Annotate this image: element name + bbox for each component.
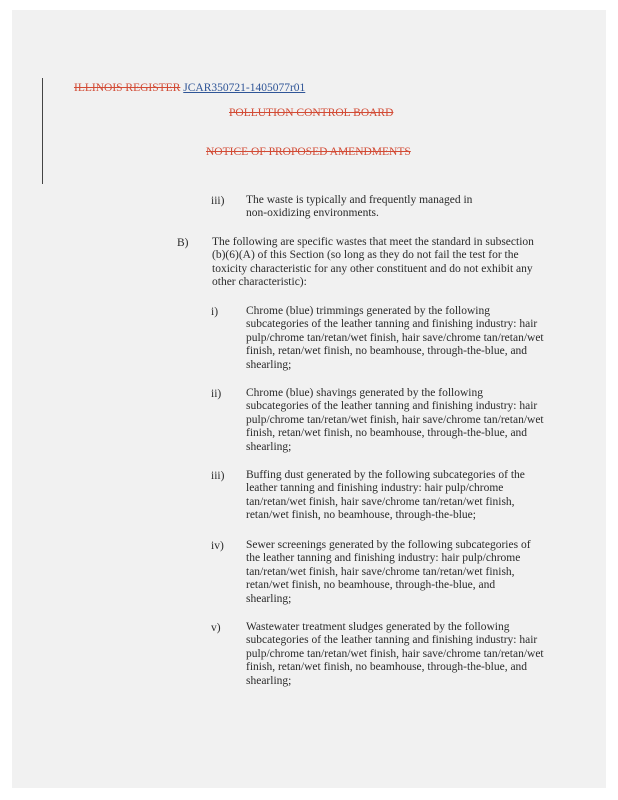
list-marker: i): [211, 306, 219, 318]
section-text: The following are specific wastes that meet the standard in subsection (b)(6)(A) of this Section (so long as they do not fail the test for the toxicity characteristic for any other constituent and do not exhibit any other characteristic):: [212, 236, 534, 289]
register-inserted-text: JCAR350721-1405077r01: [183, 82, 306, 94]
register-header: [74, 82, 305, 94]
document-page: [12, 10, 606, 788]
list-marker: ii): [211, 388, 222, 400]
list-item-text: Wastewater treatment sludges generated by the following subcategories of the leather tanning and finishing industry: hair pulp/chrome tan/retan/wet finish, hair save/chrome tan/retan/wet finish, retan/wet finish, no beamhouse, through-the-blue, and shearling;: [246, 621, 544, 687]
register-struck-text: ILLINOIS REGISTER: [74, 82, 181, 94]
list-item-text: Chrome (blue) shavings generated by the following subcategories of the leather tanning and finishing industry: hair pulp/chrome tan/retan/wet finish, hair save/chrome tan/retan/wet finish, retan/wet finish, no beamhouse, through-the-blue, and shearling;: [246, 387, 544, 453]
list-marker: iii): [211, 470, 225, 482]
revision-margin-bar: [42, 78, 43, 184]
section-marker: B): [177, 237, 189, 249]
board-header: POLLUTION CONTROL BOARD: [229, 107, 394, 119]
list-item-text: Chrome (blue) trimmings generated by the following subcategories of the leather tanning and finishing industry: hair pulp/chrome tan/retan/wet finish, hair save/chrome tan/retan/wet finish, retan/wet finish, no beamhouse, through-the-blue, and shearling;: [246, 305, 544, 371]
list-item-text: The waste is typically and frequently managed in non-oxidizing environments.: [246, 194, 473, 220]
list-marker: iv): [211, 540, 224, 552]
notice-header: NOTICE OF PROPOSED AMENDMENTS: [206, 146, 411, 158]
list-item-text: Sewer screenings generated by the following subcategories of the leather tanning and finishing industry: hair pulp/chrome tan/retan/wet finish, hair save/chrome tan/retan/wet finish, retan/wet finish, no beamhouse, through-the-blue, and shearling;: [246, 539, 531, 605]
list-item-text: Buffing dust generated by the following subcategories of the leather tanning and finishing industry: hair pulp/chrome tan/retan/wet finish, hair save/chrome tan/retan/wet finish, retan/wet finish, no beamhouse, through-the-blue;: [246, 469, 525, 522]
list-marker: iii): [211, 195, 225, 207]
list-marker: v): [211, 622, 221, 634]
